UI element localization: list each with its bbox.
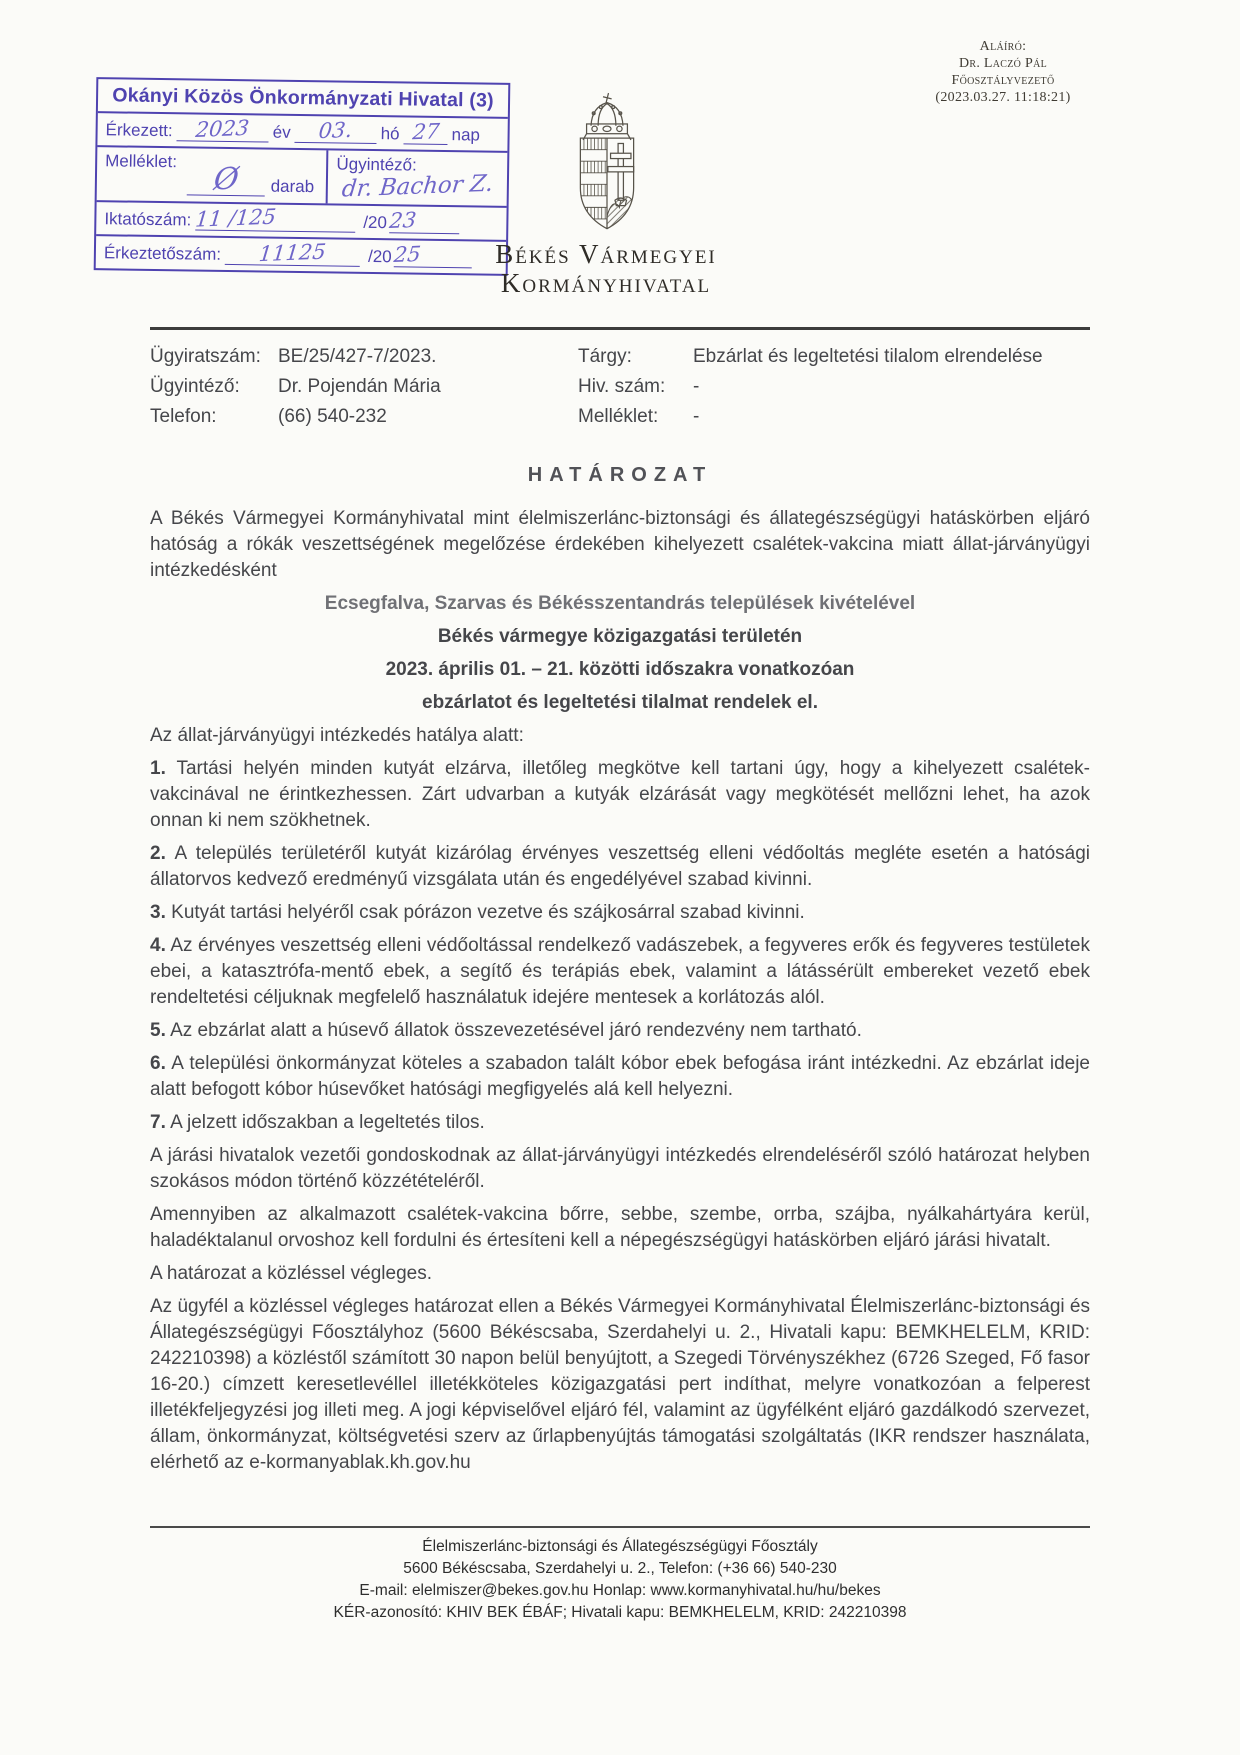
point-number: 7.: [150, 1112, 166, 1133]
received-month-blank: [295, 117, 377, 144]
signer-timestamp: (2023.03.27. 11:18:21): [935, 90, 1071, 105]
decision-title: HATÁROZAT: [527, 464, 713, 486]
footer-block: [150, 1536, 1090, 1624]
decision-point: [150, 900, 1090, 926]
meta-row: [150, 342, 1102, 372]
received-label: Érkezett:: [105, 120, 173, 141]
decision-centered-line: 2023. április 01. – 21. közötti időszakra vonatkozóan: [385, 659, 855, 680]
decision-point: [150, 1018, 1090, 1044]
signer-title: Főosztályvezető: [951, 73, 1055, 88]
meta-value: (66) 540-232: [278, 406, 387, 427]
attachment-label: Melléklet:: [105, 151, 178, 172]
decision-scope: Az állat-járványügyi intézkedés hatálya alatt:: [150, 725, 524, 746]
meta-label: Ügyiratszám:: [150, 346, 261, 367]
decision-body: [150, 462, 1090, 1483]
received-year-blank: [177, 115, 269, 142]
point-text: Tartási helyén minden kutyát elzárva, illetőleg megkötve kell tartani úgy, hogy a kihelyezett csalétek-vakcinával ne érintkezhessen. Zárt udvarban a kutyák elzárását vagy megkötését mellőzni lehet, ha azok onnan ki nem szökhetnek.: [150, 758, 1091, 831]
regnumber-blank: [194, 204, 355, 233]
point-text: Az ebzárlat alatt a húsevő állatok összevezetésével járó rendezvény nem tartható.: [170, 1020, 862, 1041]
regnumber-year-blank: [387, 207, 459, 234]
signer-caption: Aláíró:: [979, 39, 1027, 54]
agency-name: [306, 240, 906, 298]
meta-row: [150, 402, 1102, 432]
signature-block: [888, 38, 1118, 106]
decision-centered-line: Ecsegfalva, Szarvas és Békésszentandrás települések kivételével: [324, 593, 916, 614]
point-text: Kutyát tartási helyéről csak pórázon vezetve és szájkosárral szabad kivinni.: [171, 902, 805, 923]
meta-value: -: [693, 376, 700, 397]
clerk-label: Ügyintéző:: [336, 154, 417, 175]
case-meta: [150, 342, 1102, 432]
footer-department: Élelmiszerlánc-biztonsági és Állategészségügyi Főosztály: [422, 1538, 818, 1555]
agency-name-line2: Kormányhivatal: [500, 268, 712, 298]
agency-name-line1: Békés Vármegyei: [495, 239, 717, 269]
meta-label: Ügyintéző:: [150, 376, 240, 397]
decision-point: [150, 1051, 1090, 1103]
handwritten-day: 27: [411, 119, 441, 145]
decision-paragraph: A határozat a közléssel végleges.: [150, 1263, 433, 1284]
arrivalnumber-label: Érkeztetőszám:: [103, 243, 222, 264]
handwritten-clerk-signature: dr. Bachor Z.: [340, 170, 495, 203]
handwritten-regnumber: 11 /125: [194, 204, 278, 232]
meta-label: Melléklet:: [578, 406, 659, 427]
stamp-regnumber-row: [96, 202, 506, 242]
meta-value: Ebzárlat és legeltetési tilalom elrendelése: [693, 346, 1043, 367]
attachment-unit-label: darab: [270, 176, 315, 197]
regnumber-prefix: /20: [363, 212, 388, 233]
decision-paragraph: Az ügyfél a közléssel végleges határozat ellen a Békés Vármegyei Kormányhivatal Élelmiszerlánc-biztonsági és Állategészségügyi Főosztályhoz (5600 Békéscsaba, Szerdahelyi u. 2., Hivatali kapu: BEMKHELELM, KRID: 242210398) a közléstől számított 30 napon belül benyújtott, a Szegedi Törvényszékhez (6726 Szeged, Fő fasor 16-20.) címzett keresetlevéllel illetékköteles közigazgatási pert indíthat, melyre vonatkozóan a felperest illetékfeljegyzési jog illeti meg. A jogi képviselővel eljáró fél, valamint az ügyfélként eljáró gazdálkodó szervezet, állam, önkormányzat, költségvetési szerv az űrlapbenyújtás támogatási szolgáltatás (IKR rendszer használata, elérhető az e-kormanyablak.kh.gov.hu: [150, 1296, 1090, 1473]
decision-point: [150, 756, 1090, 834]
meta-value: Dr. Pojendán Mária: [278, 376, 441, 397]
point-number: 5.: [150, 1020, 166, 1041]
footer-address: 5600 Békéscsaba, Szerdahelyi u. 2., Telefon: (+36 66) 540-230: [403, 1560, 837, 1577]
year-label: év: [272, 122, 291, 142]
handwritten-attachment-count: Ø: [211, 161, 240, 198]
point-text: A jelzett időszakban a legeltetés tilos.: [170, 1112, 485, 1133]
decision-centered-line: ebzárlatot és legeltetési tilalmat rendelek el.: [422, 692, 818, 713]
point-text: A települési önkormányzat köteles a szabadon talált kóbor ebek befogása iránt intézkedni. Az ebzárlat ideje alatt befogott kóbor húsevőket hatósági megfigyelés alá kell helyezni.: [150, 1053, 1091, 1100]
hungarian-coat-of-arms: [553, 92, 661, 234]
decision-centered-line: Békés vármegye közigazgatási területén: [437, 626, 803, 647]
meta-value: BE/25/427-7/2023.: [278, 346, 437, 367]
stamp-clerk-cell: [328, 150, 507, 205]
decision-point: [150, 1110, 1090, 1136]
signer-name: Dr. Laczó Pál: [958, 56, 1048, 71]
decision-paragraph: Amennyiben az alkalmazott csalétek-vakcina bőrre, sebbe, szembe, orrba, szájba, nyálkahártyára kerül, haladéktalanul orvoshoz kell fordulni és értesíteni kell a népegészségügyi hatáskörben eljáró járási hivatalt.: [150, 1204, 1090, 1251]
handwritten-arrivalnumber: 11125: [258, 239, 328, 267]
handwritten-month: 03.: [317, 117, 354, 144]
point-number: 2.: [150, 843, 166, 864]
arrivalnumber-prefix: /20: [367, 246, 392, 267]
handwritten-arrivalnumber-year: 25: [392, 241, 422, 268]
month-label: hó: [380, 124, 400, 144]
regnumber-label: Iktatószám:: [104, 209, 192, 230]
decision-paragraph: A járási hivatalok vezetői gondoskodnak az állat-járványügyi intézkedés elrendeléséről szóló határozat helyben szokásos módon történő közzétételéről.: [150, 1145, 1090, 1192]
handwritten-year: 2023: [194, 115, 251, 142]
point-text: A település területéről kutyát kizárólag érvényes veszettség elleni védőoltás megléte esetén a hatósági állatorvos kedvező eredményű vizsgálata után és engedélyével szabad kivinni.: [150, 843, 1091, 890]
meta-label: Hiv. szám:: [578, 376, 666, 397]
meta-value: -: [693, 406, 700, 427]
footer-contact: E-mail: elelmiszer@bekes.gov.hu Honlap: www.kormanyhivatal.hu/hu/bekes: [359, 1582, 881, 1599]
meta-label: Tárgy:: [578, 346, 632, 367]
decision-point: [150, 933, 1090, 1011]
stamp-attachment-clerk-row: [97, 147, 508, 208]
point-number: 6.: [150, 1053, 166, 1074]
meta-label: Telefon:: [150, 406, 217, 427]
day-label: nap: [451, 125, 481, 145]
point-number: 1.: [150, 758, 166, 779]
attachment-blank: [187, 161, 265, 198]
decision-intro: A Békés Vármegyei Kormányhivatal mint élelmiszerlánc-biztonsági és állategészségügyi hatáskörben eljáró hatóság a rókák veszettségének megelőzése érdekében kihelyezett csalétek-vakcina miatt állat-járványügyi intézkedésként: [150, 508, 1090, 581]
header-rule: [150, 327, 1090, 330]
received-day-blank: [403, 121, 447, 145]
stamp-attachment-cell: [97, 147, 329, 203]
footer-rule: [150, 1526, 1090, 1528]
footer-ids: KÉR-azonosító: KHIV BEK ÉBÁF; Hivatali kapu: BEMKHELELM, KRID: 242210398: [333, 1604, 907, 1621]
point-text: Az érvényes veszettség elleni védőoltással rendelkező vadászebek, a fegyveres erők és fegyveres testületek ebei, a katasztrófa-mentő ebek, a segítő és terápiás ebek, valamint a látássérült embereket vezető ebek rendeltetési céljuknak megfelelő használatuk idejére mentesek a korlátozás alól.: [150, 935, 1090, 1008]
handwritten-regnumber-year: 23: [387, 207, 417, 233]
stamp-office-title: Okányi Közös Önkormányzati Hivatal (3): [98, 79, 508, 119]
stamp-received-row: [97, 113, 507, 153]
meta-row: [150, 372, 1102, 402]
point-number: 4.: [150, 935, 166, 956]
decision-point: [150, 841, 1090, 893]
point-number: 3.: [150, 902, 166, 923]
